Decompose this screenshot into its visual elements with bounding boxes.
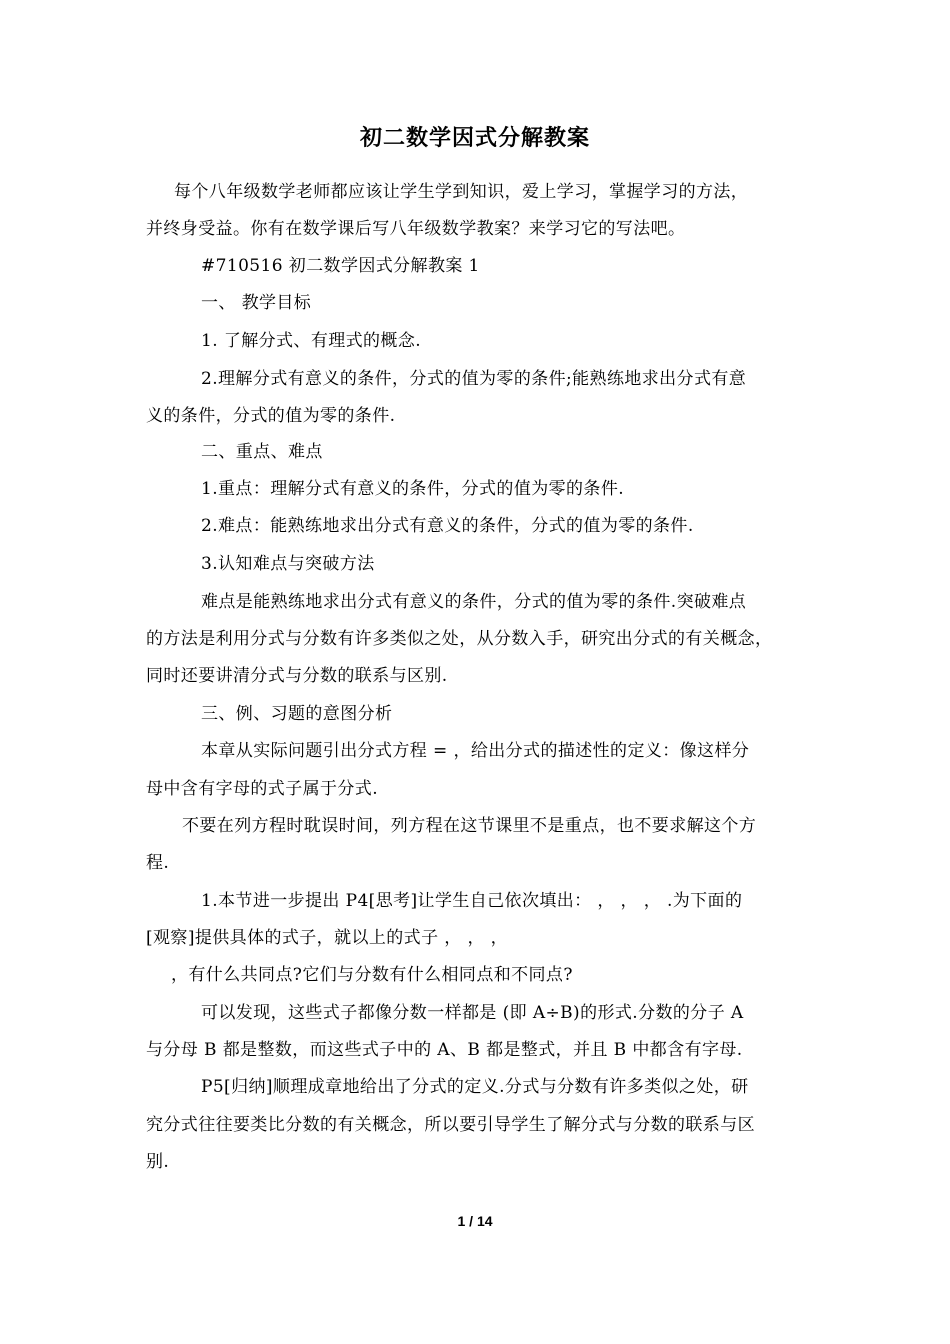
section-heading: 一、 教学目标 — [201, 293, 312, 313]
paragraph-line: 难点是能熟练地求出分式有意义的条件，分式的值为零的条件.突破难点 — [201, 592, 747, 612]
paragraph-line: 每个八年级数学老师都应该让学生学到知识，爱上学习，掌握学习的方法， — [174, 182, 749, 202]
section-heading: 三、例、习题的意图分析 — [201, 704, 393, 724]
paragraph-line: ，有什么共同点?它们与分数有什么相同点和不同点? — [171, 965, 573, 985]
paragraph-line: 可以发现，这些式子都像分数一样都是 (即 A÷B)的形式.分数的分子 A — [201, 1003, 744, 1023]
paragraph-line: 2.难点：能熟练地求出分式有意义的条件，分式的值为零的条件. — [201, 516, 694, 536]
paragraph-line: 并终身受益。你有在数学课后写八年级数学教案？来学习它的写法吧。 — [146, 219, 686, 239]
paragraph-line: 与分母 B 都是整数，而这些式子中的 A、B 都是整式，并且 B 中都含有字母. — [146, 1040, 743, 1060]
page-number: 1 / 14 — [457, 1213, 493, 1229]
section-heading: 二、重点、难点 — [201, 442, 323, 462]
paragraph-line: 同时还要讲清分式与分数的联系与区别. — [146, 666, 448, 686]
paragraph-line: 1.本节进一步提出 P4[思考]让学生自己依次填出： ， ， ， .为下面的 — [201, 891, 743, 911]
paragraph-line: 究分式往往要类比分数的有关概念，所以要引导学生了解分式与分数的联系与区 — [146, 1115, 755, 1135]
paragraph-line: 程. — [146, 853, 170, 873]
paragraph-line: [观察]提供具体的式子，就以上的式子 ， ， ， — [146, 928, 509, 948]
section-heading: #710516 初二数学因式分解教案 1 — [201, 256, 480, 276]
paragraph-line: 3.认知难点与突破方法 — [201, 554, 375, 574]
paragraph-line: P5[归纳]顺理成章地给出了分式的定义.分式与分数有许多类似之处，研 — [201, 1077, 749, 1097]
paragraph-line: 母中含有字母的式子属于分式. — [146, 779, 379, 799]
paragraph-line: 的方法是利用分式与分数有许多类似之处，从分数入手，研究出分式的有关概念， — [146, 629, 773, 649]
paragraph-line: 不要在列方程时耽误时间，列方程在这节课里不是重点，也不要求解这个方 — [182, 816, 757, 836]
document-title: 初二数学因式分解教案 — [359, 125, 590, 151]
paragraph-line: 1. 了解分式、有理式的概念. — [201, 331, 422, 351]
paragraph-line: 1.重点：理解分式有意义的条件，分式的值为零的条件. — [201, 479, 625, 499]
paragraph-line: 2.理解分式有意义的条件，分式的值为零的条件;能熟练地求出分式有意 — [201, 369, 747, 389]
paragraph-line: 义的条件，分式的值为零的条件. — [146, 406, 396, 426]
paragraph-line: 别. — [146, 1152, 170, 1172]
paragraph-line: 本章从实际问题引出分式方程 = ，给出分式的描述性的定义：像这样分 — [201, 741, 750, 761]
